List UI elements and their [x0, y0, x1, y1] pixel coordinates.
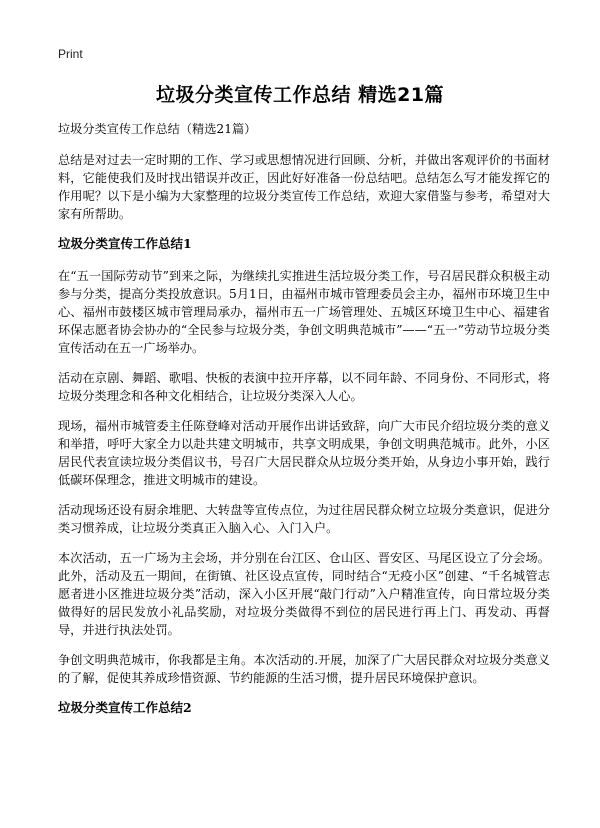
- paragraph: 现场，福州市城管委主任陈登峰对活动开展作出讲话致辞，向广大市民介绍垃圾分类的意义和举措，呼吁大家全力以赴共建文明城市，共享文明成果，争创文明典范城市。此外，小区居民代表宣读垃圾分类倡议书，号召广大居民群众从垃圾分类开始，从身边小事开始，践行低碳环保理念，推进文明城市的建设。: [58, 419, 550, 487]
- page-title: 垃圾分类宣传工作总结 精选21篇: [155, 84, 445, 106]
- paragraph: 在“五一国际劳动节”到来之际，为继续扎实推进生活垃圾分类工作，号召居民群众积极主动参与分类，提高分类投放意识。5月1日，由福州市城市管理委员会主办，福州市环境卫生中心、福州市鼓楼区城市管理局承办，福州市五一广场管理处、五城区环境卫生中心、福建省环保志愿者协会协办的“全民参与垃圾分类，争创文明典范城市”——“五一”劳动节垃圾分类宣传活动在五一广场举办。: [58, 269, 550, 355]
- paragraph: 本次活动，五一广场为主会场，并分别在台江区、仓山区、晋安区、马尾区设立了分会场。此外，活动及五一期间，在街镇、社区设点宣传，同时结合“无疫小区”创建、“千名城管志愿者进小区推进垃圾分类”活动，深入小区开展“敲门行动”入户精准宣传，向日常垃圾分类做得好的居民发放小礼品奖励，对垃圾分类做得不到位的居民进行再上门、再发动、再督导，并进行执法处罚。: [58, 551, 550, 637]
- print-link[interactable]: Print: [58, 47, 83, 61]
- section-heading-2: 垃圾分类宣传工作总结2: [58, 700, 192, 715]
- document-body: [58, 120, 550, 731]
- paragraph: 争创文明典范城市，你我都是主角。本次活动的.开展，加深了广大居民群众对垃圾分类意义的了解，促使其养成珍惜资源、节约能源的生活习惯，提升居民环境保护意识。: [58, 653, 550, 685]
- paragraph: 活动现场还设有厨余堆肥、大转盘等宣传点位，为过往居民群众树立垃圾分类意识，促进分类习惯养成，让垃圾分类真正入脑入心、入门入户。: [58, 503, 550, 535]
- section-heading-1: 垃圾分类宣传工作总结1: [58, 236, 192, 251]
- paragraph: 活动在京剧、舞蹈、歌唱、快板的表演中拉开序幕，以不同年龄、不同身份、不同形式，将垃圾分类理念和各种文化相结合，让垃圾分类深入人心。: [58, 371, 550, 403]
- document-subtitle: 垃圾分类宣传工作总结（精选21篇）: [58, 122, 257, 136]
- intro-paragraph: 总结是对过去一定时期的工作、学习或思想情况进行回顾、分析，并做出客观评价的书面材料，它能使我们及时找出错误并改正，因此好好准备一份总结吧。总结怎么写才能发挥它的作用呢？以下是小编为大家整理的垃圾分类宣传工作总结，欢迎大家借鉴与参考，希望对大家有所帮助。: [58, 153, 550, 221]
